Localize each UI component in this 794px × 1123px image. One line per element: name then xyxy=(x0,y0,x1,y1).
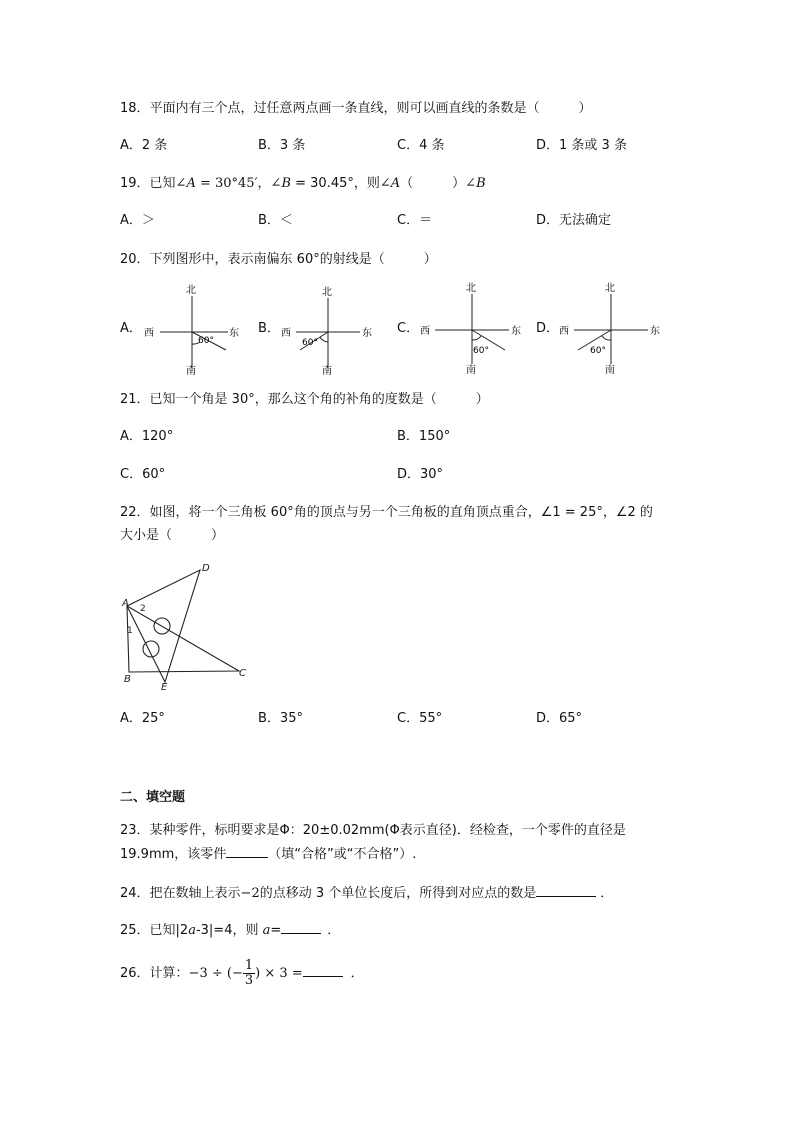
q19-angle-b2: ∠B xyxy=(465,176,486,191)
north-label: 北 xyxy=(605,283,615,294)
q20-option-c-letter: C． xyxy=(397,321,420,336)
q19-angle-a: ∠A xyxy=(175,176,196,191)
q22-stem-line1: 22．如图，将一个三角板 60°角的顶点与另一个三角板的直角顶点重合，∠1 = 25°，∠2 的 xyxy=(120,505,653,520)
q19-option-d: D．无法确定 xyxy=(536,213,612,228)
q25-text-b: -3|=4，则 xyxy=(195,923,263,938)
west-label: 西 xyxy=(559,326,569,337)
q19-option-c: C．＝ xyxy=(397,213,433,228)
label-b: B xyxy=(124,674,131,685)
east-label: 东 xyxy=(362,328,372,339)
q19-eq1: = 30°45′ xyxy=(195,176,258,191)
q25-var2: a xyxy=(262,923,271,938)
q26-frac-num: 1 xyxy=(244,958,254,973)
east-label: 东 xyxy=(229,328,239,339)
q20-option-a-letter: A． xyxy=(120,321,142,336)
q25-text-d: ． xyxy=(327,923,341,938)
section-title: 二、填空题 xyxy=(120,790,186,805)
north-label: 北 xyxy=(186,285,196,296)
q26-stem xyxy=(120,958,364,990)
angle-label: 60° xyxy=(198,336,214,346)
q20-compass-c xyxy=(417,280,527,375)
q24-text-a: 24．把在数轴上表示 xyxy=(120,886,241,901)
q18-option-c: C．4 条 xyxy=(397,138,445,153)
q24-stem xyxy=(120,884,613,903)
q22-option-a: A．25° xyxy=(120,711,165,726)
q26-fraction xyxy=(243,959,255,988)
q23-line2-b: （填“合格”或“不合格”）. xyxy=(268,847,417,862)
east-label: 东 xyxy=(650,326,660,337)
q22-option-c: C．55° xyxy=(397,711,443,726)
north-label: 北 xyxy=(466,283,476,294)
q25-text-a: 25．已知|2 xyxy=(120,923,189,938)
q26-expr-b: ) × 3 = xyxy=(255,966,303,981)
q22-option-d: D．65° xyxy=(536,711,583,726)
q22-triangle-figure xyxy=(115,560,255,695)
south-label: 南 xyxy=(322,366,332,377)
angle-label: 60° xyxy=(590,346,606,356)
q22-stem-line2: 大小是（ ） xyxy=(120,528,225,543)
q21-option-a: A．120° xyxy=(120,429,174,444)
east-label: 东 xyxy=(511,326,521,337)
angle-label: 60° xyxy=(473,346,489,356)
q25-var: a xyxy=(188,923,196,938)
q25-stem xyxy=(120,921,340,940)
q21-stem: 21．已知一个角是 30°，那么这个角的补角的度数是（ ） xyxy=(120,392,489,407)
q19-option-a: A．＞ xyxy=(120,213,155,228)
q23-line1: 23．某种零件，标明要求是Φ：20±0.02mm(Φ表示直径)．经检查，一个零件的直径是 xyxy=(120,823,626,838)
south-label: 南 xyxy=(186,366,196,375)
label-e: E xyxy=(161,682,168,693)
q19-angle-b: ∠B xyxy=(270,176,291,191)
q18-option-b: B．3 条 xyxy=(258,138,306,153)
q21-option-c: C．60° xyxy=(120,467,166,482)
west-label: 西 xyxy=(144,328,154,339)
q24-text-c: ． xyxy=(600,886,614,901)
q19-stem xyxy=(120,175,486,193)
q22-option-b: B．35° xyxy=(258,711,303,726)
q24-text-b: 的点移动 3 个单位长度后，所得到对应点的数是 xyxy=(259,886,537,901)
q18-option-d: D．1 条或 3 条 xyxy=(536,138,627,153)
q19-eq2: = 30.45°，则 xyxy=(291,176,380,191)
west-label: 西 xyxy=(281,328,291,339)
q26-text-d: ． xyxy=(350,966,364,981)
q21-option-d: D．30° xyxy=(397,467,444,482)
q20-stem: 20．下列图形中，表示南偏东 60°的射线是（ ） xyxy=(120,252,437,267)
south-label: 南 xyxy=(605,365,615,375)
q21-option-b: B．150° xyxy=(397,429,451,444)
q20-option-d-letter: D． xyxy=(536,321,560,336)
q19-angle-a2: ∠A xyxy=(379,176,401,191)
q20-compass-a xyxy=(140,280,250,375)
q20-option-b-letter: B． xyxy=(258,321,280,336)
q18-stem: 18．平面内有三个点，过任意两点画一条直线，则可以画直线的条数是（ ） xyxy=(120,101,592,116)
q19-sep: ， xyxy=(257,176,271,191)
q20-compass-d xyxy=(556,280,666,375)
q19-prefix: 19．已知 xyxy=(120,176,176,191)
q23-answer-blank[interactable] xyxy=(226,845,268,858)
q20-compass-b xyxy=(278,282,378,377)
q24-num: −2 xyxy=(240,886,260,901)
q18-option-a: A．2 条 xyxy=(120,138,168,153)
label-d: D xyxy=(202,563,210,574)
q26-frac-den: 3 xyxy=(244,973,254,988)
q25-answer-blank[interactable] xyxy=(281,921,321,934)
q26-expr-a: −3 ÷ (− xyxy=(188,966,243,981)
label-a: A xyxy=(122,598,129,609)
south-label: 南 xyxy=(466,365,476,375)
label-angle-1: 1 xyxy=(127,626,133,636)
q19-paren: （ ） xyxy=(400,176,466,191)
q26-text-a: 26．计算： xyxy=(120,966,189,981)
q19-option-b: B．＜ xyxy=(258,213,293,228)
q26-answer-blank[interactable] xyxy=(303,964,343,977)
q25-text-c: = xyxy=(270,923,282,938)
north-label: 北 xyxy=(322,287,332,298)
west-label: 西 xyxy=(420,326,430,337)
label-c: C xyxy=(239,668,246,679)
label-angle-2: 2 xyxy=(140,604,146,614)
q24-answer-blank[interactable] xyxy=(536,884,596,897)
q23-line2 xyxy=(120,845,416,864)
q23-line2-a: 19.9mm，该零件 xyxy=(120,847,227,862)
angle-label: 60° xyxy=(302,338,318,348)
